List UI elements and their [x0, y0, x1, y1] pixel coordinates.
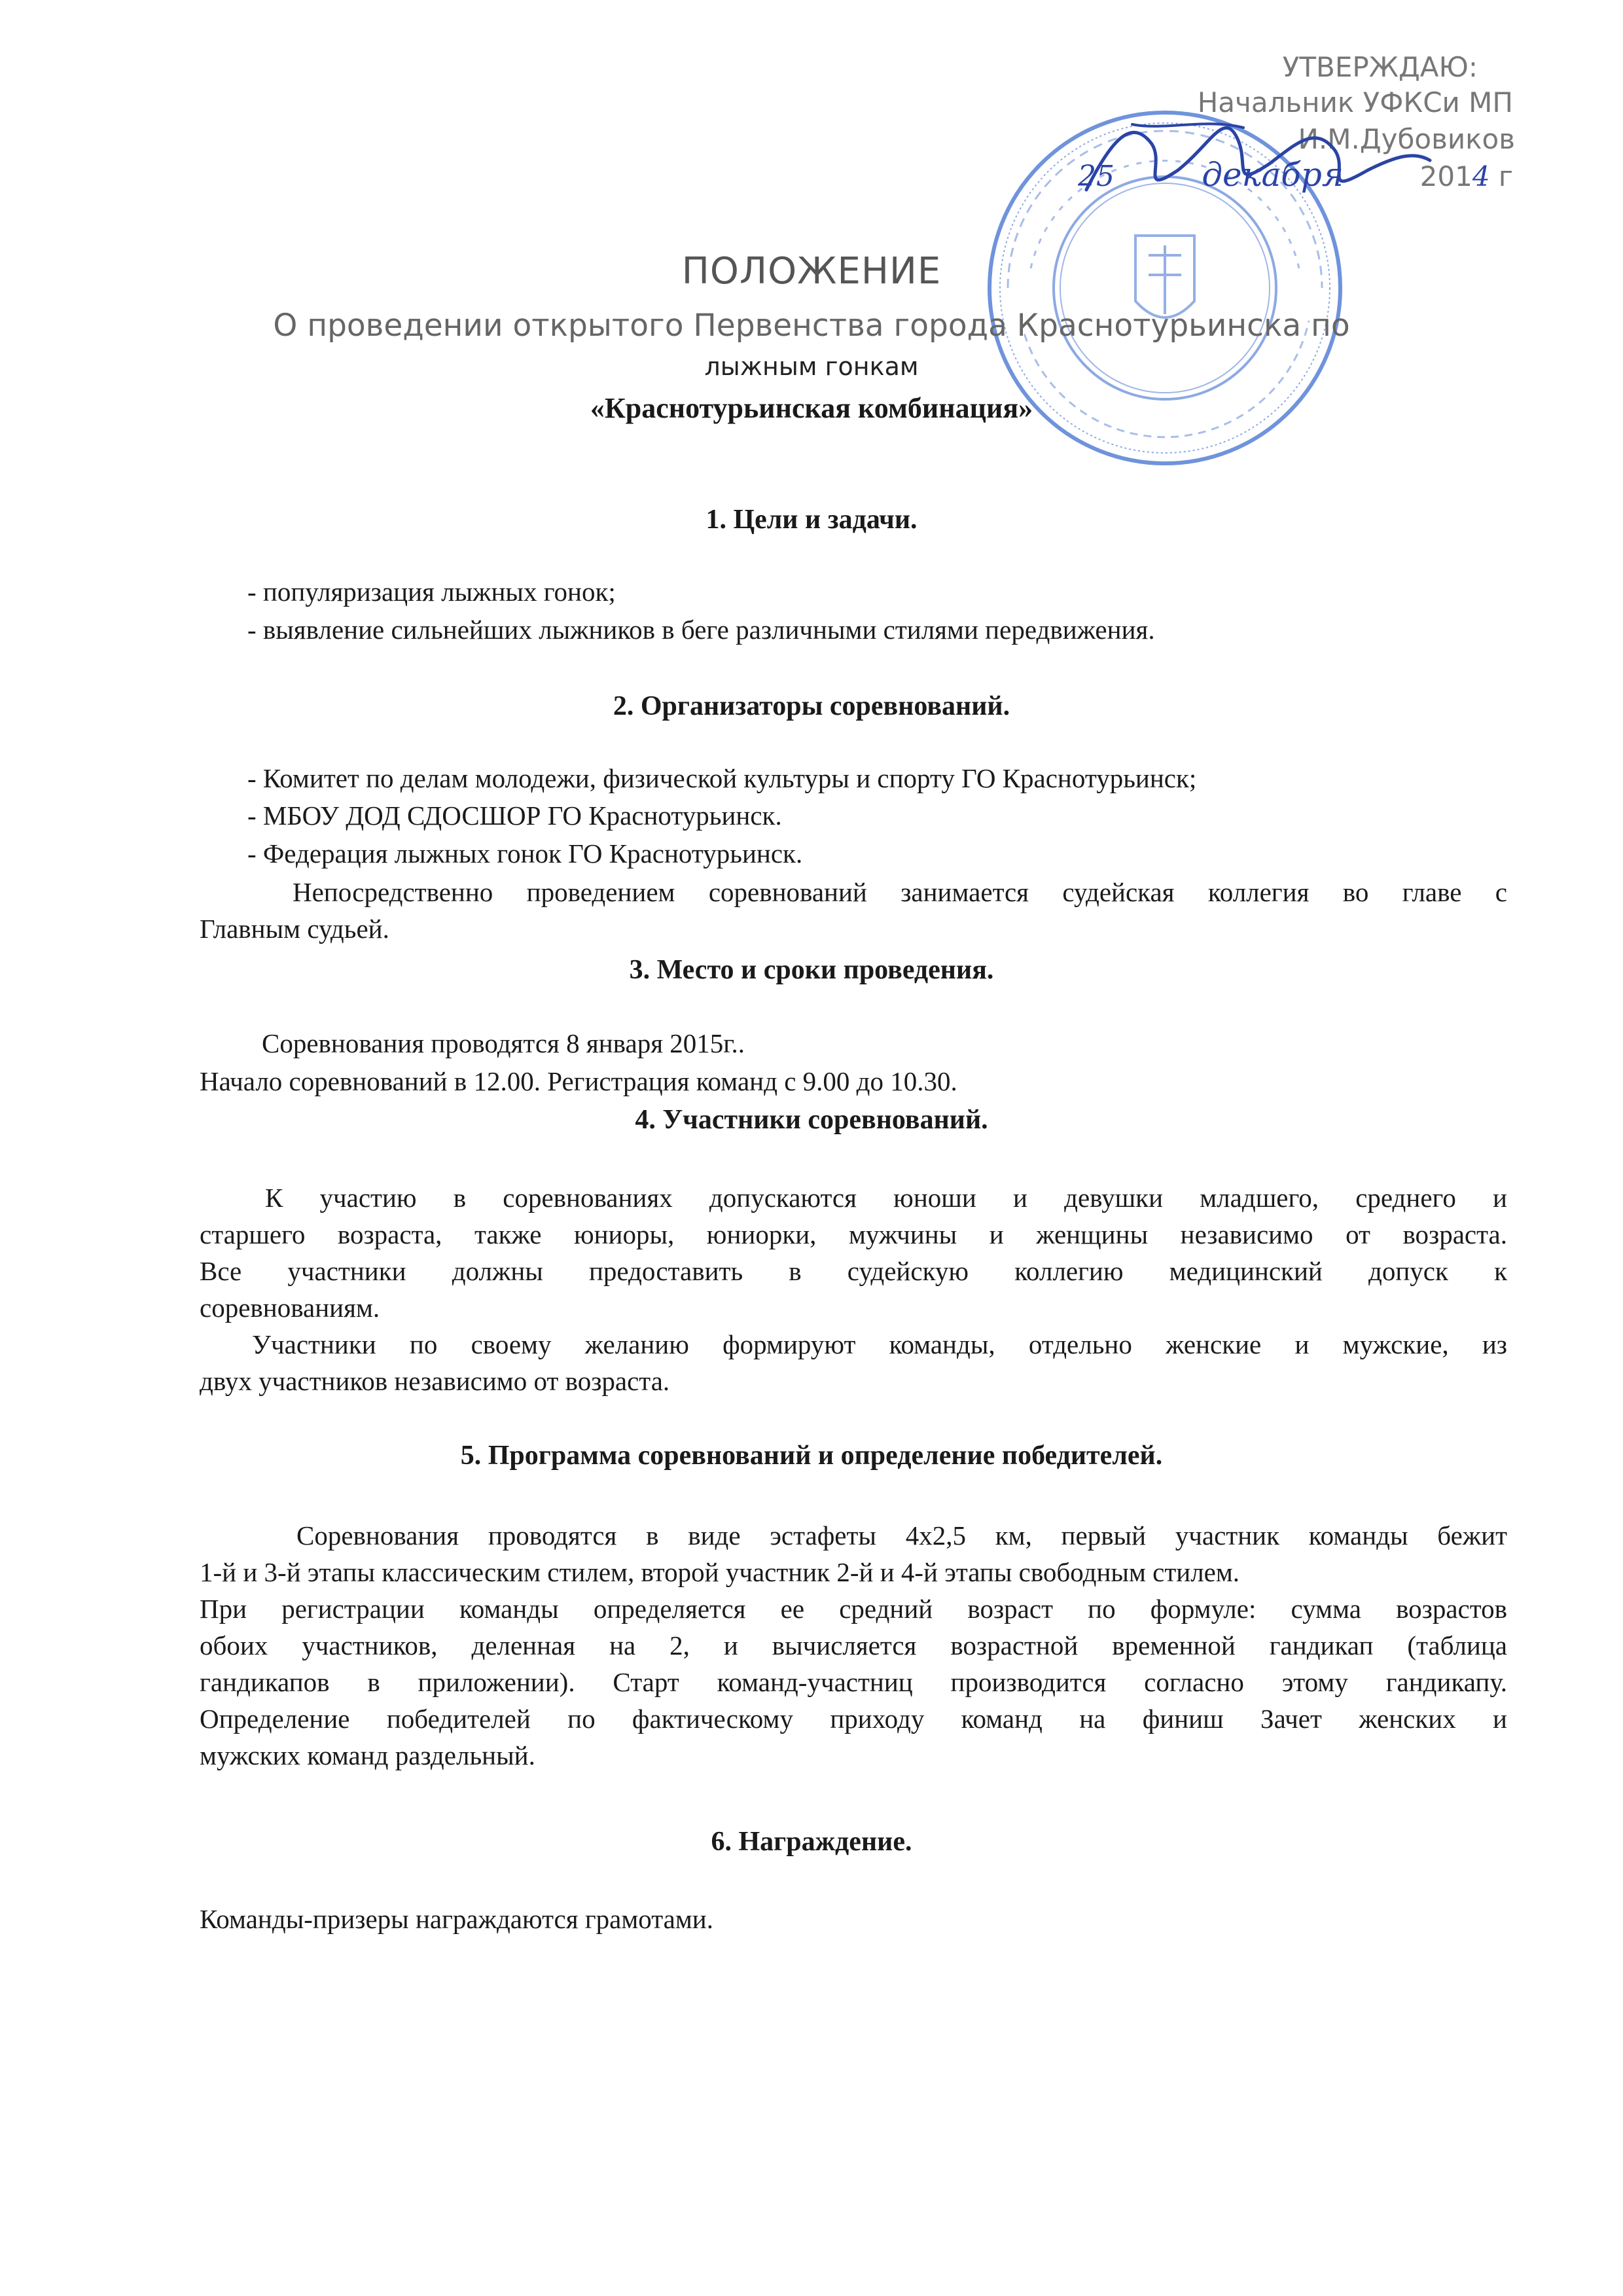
section-4-title: 4. Участники соревнований.	[635, 1105, 988, 1135]
signature	[1073, 98, 1440, 209]
section-3-line-2: Начало соревнований в 12.00. Регистрация команд с 9.00 до 10.30.	[200, 1066, 957, 1096]
document-title: ПОЛОЖЕНИЕ	[681, 250, 942, 293]
section-4-paragraph-1	[200, 1179, 1507, 1326]
section-5-title: 5. Программа соревнований и определение победителей.	[460, 1441, 1163, 1471]
document-subtitle-line1: О проведении открытого Первенства города Краснотурьинска по	[273, 308, 1350, 344]
section-5-line-2: 1-й и 3-й этапы классическим стилем, второй участник 2-й и 4-й этапы свободным стилем.	[200, 1557, 1240, 1587]
section-3-line-1: Соревнования проводятся 8 января 2015г..	[262, 1028, 745, 1058]
section-4-p1-line-3: Все участники должны предоставить в судейскую коллегию медицинский допуск к	[200, 1256, 1507, 1286]
document-subtitle-line2: лыжным гонкам	[704, 352, 919, 381]
section-2-item-3: - Федерация лыжных гонок ГО Краснотурьинск.	[247, 838, 803, 869]
section-5-line-6: Определение победителей по фактическому приходу команд на финиш Зачет женских и	[200, 1704, 1507, 1734]
section-3-title: 3. Место и сроки проведения.	[629, 955, 994, 985]
section-4-p1-line-1: К участию в соревнованиях допускаются юноши и девушки младшего, среднего и	[265, 1183, 1507, 1213]
section-4-p2-line-1: Участники по своему желанию формируют команды, отдельно женские и мужские, из	[252, 1329, 1507, 1359]
section-6-title: 6. Награждение.	[711, 1827, 912, 1857]
section-4-paragraph-2	[200, 1326, 1507, 1399]
section-1-title: 1. Цели и задачи.	[705, 505, 918, 535]
approval-position: Начальник УФКСи МП	[1197, 86, 1513, 118]
section-2-paragraph-line-2: Главным судьей.	[200, 914, 389, 944]
section-1-item-1: - популяризация лыжных гонок;	[247, 577, 616, 607]
section-2-title: 2. Организаторы соревнований.	[613, 691, 1010, 721]
section-4-p2-line-2: двух участников независимо от возраста.	[200, 1366, 670, 1396]
section-4-p1-line-4: соревнованиям.	[200, 1293, 380, 1323]
approval-date-year-suffix: 4	[1472, 160, 1490, 192]
approval-name: И.М.Дубовиков	[1298, 123, 1515, 155]
approval-date-year-unit: г	[1498, 160, 1513, 192]
approval-date-year-prefix: 201	[1419, 160, 1472, 192]
section-2-item-2: - МБОУ ДОД СДОСШОР ГО Краснотурьинск.	[247, 800, 782, 831]
section-2-item-1: - Комитет по делам молодежи, физической культуры и спорту ГО Краснотурьинск;	[247, 763, 1197, 793]
approval-title: УТВЕРЖДАЮ:	[1282, 51, 1478, 83]
section-2-paragraph	[200, 874, 1507, 947]
approval-date-day: 25	[1078, 160, 1115, 193]
section-2-paragraph-line-1: Непосредственно проведением соревнований занимается судейская коллегия во главе с	[293, 877, 1507, 907]
section-5-line-1: Соревнования проводятся в виде эстафеты 4х2,5 км, первый участник команды бежит	[296, 1520, 1507, 1551]
section-1-item-2: - выявление сильнейших лыжников в беге различными стилями передвижения.	[247, 615, 1155, 645]
document-subtitle-line3: «Краснотурьинская комбинация»	[590, 392, 1033, 424]
section-5-line-4: обоих участников, деленная на 2, и вычисляется возрастной временной гандикап (таблица	[200, 1630, 1507, 1660]
section-5-line-5: гандикапов в приложении). Старт команд-участниц производится согласно этому гандикапу.	[200, 1667, 1507, 1697]
section-5-line-3: При регистрации команды определяется ее средний возраст по формуле: сумма возрастов	[200, 1594, 1507, 1624]
section-4-p1-line-2: старшего возраста, также юниоры, юниорки, мужчины и женщины независимо от возраста.	[200, 1219, 1507, 1249]
approval-date-month: декабря	[1202, 156, 1344, 194]
section-5-paragraph	[200, 1517, 1507, 1774]
section-5-line-7: мужских команд раздельный.	[200, 1740, 535, 1770]
section-6-line-1: Команды-призеры награждаются грамотами.	[200, 1904, 713, 1934]
